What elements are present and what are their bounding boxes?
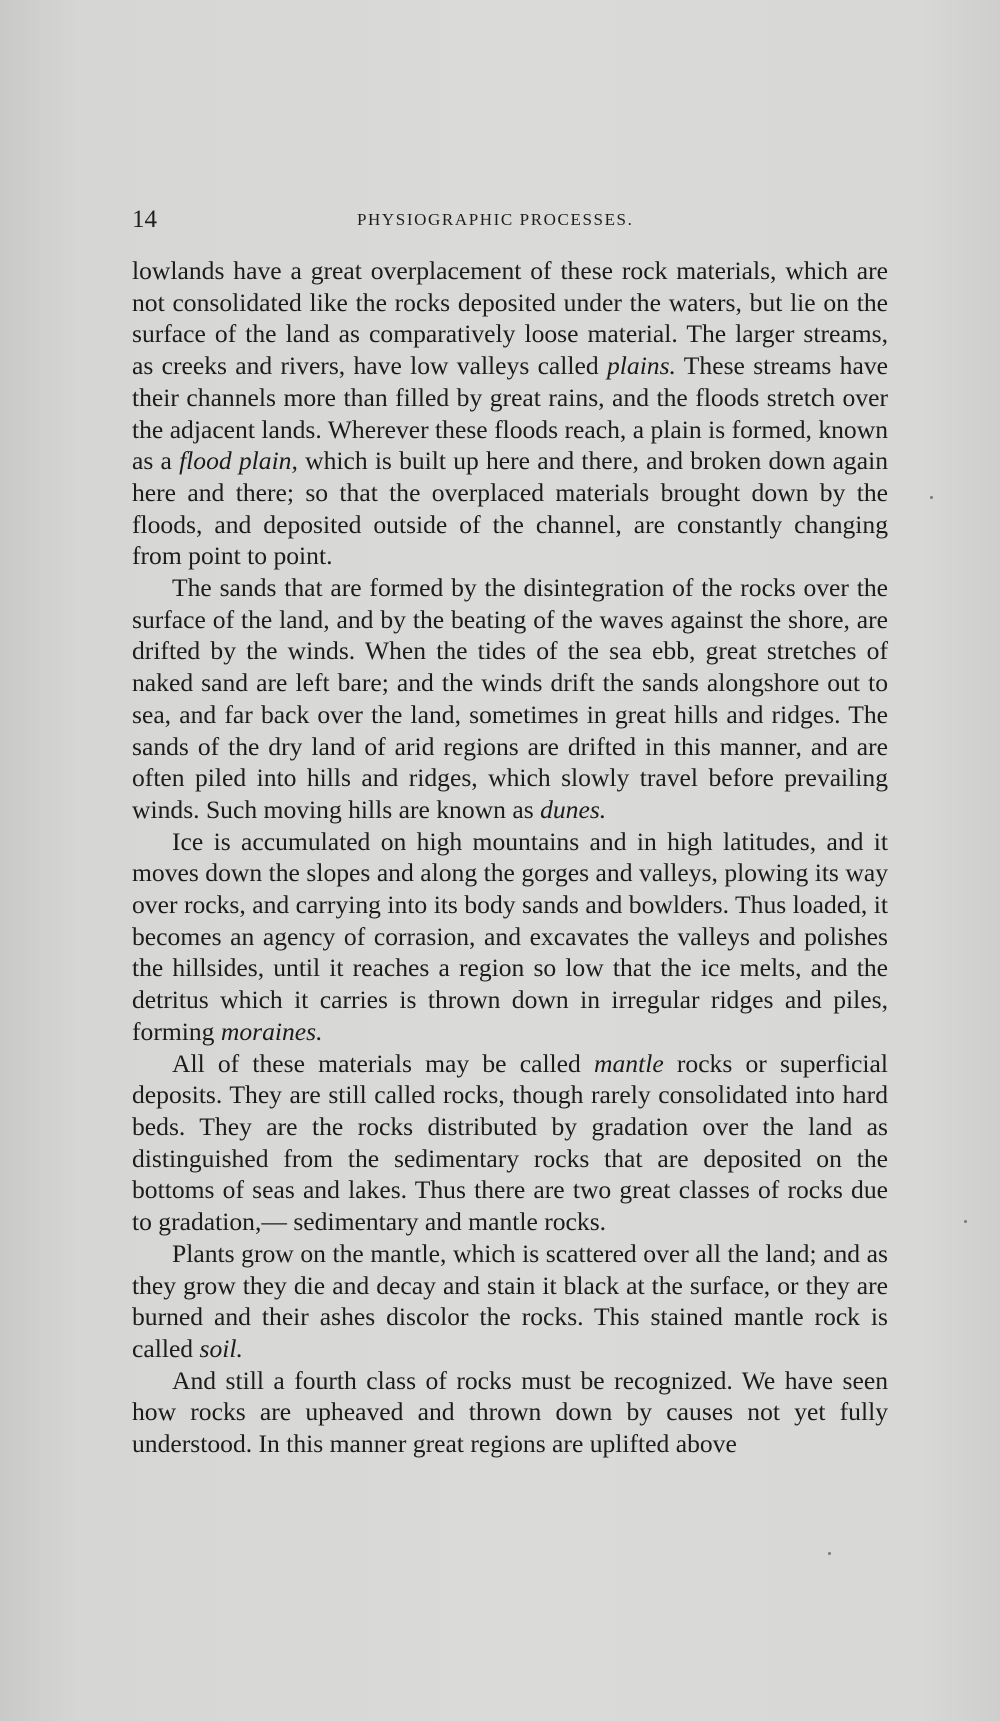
italic-term: mantle <box>594 1048 664 1078</box>
paragraph-2 <box>132 572 888 826</box>
paper-speck <box>964 1220 967 1223</box>
paragraph-3 <box>132 826 888 1048</box>
italic-term: flood plain, <box>179 446 298 476</box>
text-run: Plants grow on the mantle, which is scattered over all the land; and as they grow they die and decay and stain it black at the surface, or they are burned and their ashes discolor the rocks. This stained mantle rock is called <box>132 1238 888 1363</box>
paper-speck <box>828 1552 831 1555</box>
italic-term: dunes. <box>540 794 607 824</box>
paragraph-1 <box>132 255 888 572</box>
text-run: rocks or superficial deposits. They are still called rocks, though rarely consolidated into hard beds. They are the rocks distributed by gradation over the land as distinguished from the sedimentary rocks that are deposited on the bottoms of seas and lakes. Thus there are two great classes of rocks due to gradation,— sedimentary and mantle rocks. <box>132 1048 888 1237</box>
page-number: 14 <box>132 206 157 233</box>
paragraph-5 <box>132 1238 888 1365</box>
text-run: The sands that are formed by the disintegration of the rocks over the surface of the land, and by the beating of the waves against the shore, are drifted by the winds. When the tides of the sea ebb, great stretches of naked sand are left bare; and the winds drift the sands alongshore out to sea, and far back over the land, sometimes in great hills and ridges. The sands of the dry land of arid regions are drifted in this manner, and are often piled into hills and ridges, which slowly travel before prevailing winds. Such moving hills are known as <box>132 573 888 824</box>
text-run: All of these materials may be called <box>172 1048 595 1078</box>
running-title: PHYSIOGRAPHIC PROCESSES. <box>357 210 634 229</box>
text-run: Ice is accumulated on high mountains and in high latitudes, and it moves down the slopes and along the gorges and valleys, plowing its way over rocks, and carrying into its body sands and bowlders. Thus loaded, it becomes an agency of corrasion, and excavates the valleys and polishes the hillsides, until it reaches a region so low that the ice melts, and the detritus which it carries is thrown down in irregular ridges and piles, forming <box>132 826 888 1046</box>
paper-speck <box>930 496 933 499</box>
running-head <box>132 206 872 236</box>
body-text <box>132 255 888 1460</box>
italic-term: moraines. <box>220 1016 323 1046</box>
text-run: And still a fourth class of rocks must be recognized. We have seen how rocks are upheaved and thrown down by causes not yet fully understood. In this manner great regions are uplifted above <box>132 1365 888 1459</box>
italic-term: plains. <box>606 351 676 381</box>
italic-term: soil. <box>199 1333 243 1363</box>
paragraph-4 <box>132 1048 888 1238</box>
text-run: These streams have their channels more than filled by great rains, and the floods stretch over the adjacent lands. Wherever these floods reach, a plain is formed, known as a <box>132 351 888 476</box>
text-run: which is built up here and there, and broken down again here and there; so that the overplaced materials brought down by the floods, and deposited outside of the channel, are constantly changing from point to point. <box>132 446 888 571</box>
text-run: lowlands have a great overplacement of these rock materials, which are not consolidated like the rocks deposited under the waters, but lie on the surface of the land as comparatively loose material. The larger streams, as creeks and rivers, have low valleys called <box>132 256 888 381</box>
paragraph-6 <box>132 1365 888 1460</box>
